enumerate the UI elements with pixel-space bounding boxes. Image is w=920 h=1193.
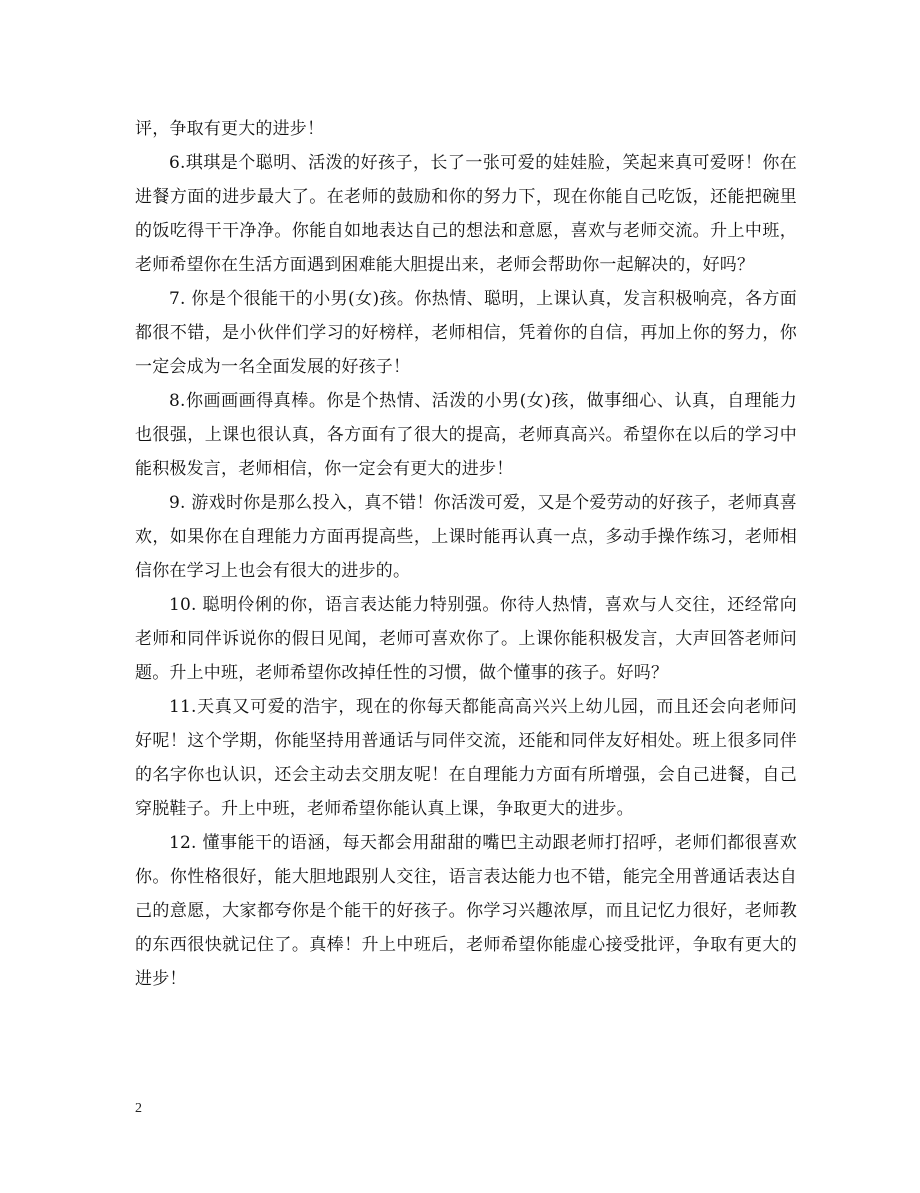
paragraph-comment-7: 7. 你是个很能干的小男(女)孩。你热情、聪明，上课认真，发言积极响亮，各方面都很不错，是小伙伴们学习的好榜样，老师相信，凭着你的自信，再加上你的努力，你一定会成为一名全面发展的好孩子！ — [135, 289, 797, 377]
paragraph-comment-9: 9. 游戏时你是那么投入，真不错！你活泼可爱，又是个爱劳动的好孩子，老师真喜欢，如果你在自理能力方面再提高些，上课时能再认真一点，多动手操作练习，老师相信你在学习上也会有很大的进步的。 — [135, 493, 797, 581]
page-number: 2 — [135, 1101, 142, 1116]
paragraph-comment-6: 6.琪琪是个聪明、活泼的好孩子，长了一张可爱的娃娃脸，笑起来真可爱呀！你在进餐方面的进步最大了。在老师的鼓励和你的努力下，现在你能自己吃饭，还能把碗里的饭吃得干干净净。你能自如地表达自己的想法和意愿，喜欢与老师交流。升上中班，老师希望你在生活方面遇到困难能大胆提出来，老师会帮助你一起解决的，好吗？ — [135, 153, 797, 275]
paragraph-comment-10: 10. 聪明伶俐的你，语言表达能力特别强。你待人热情，喜欢与人交往，还经常向老师和同伴诉说你的假日见闻，老师可喜欢你了。上课你能积极发言，大声回答老师问题。升上中班，老师希望你改掉任性的习惯，做个懂事的孩子。好吗？ — [135, 595, 797, 683]
paragraph-comment-11: 11.天真又可爱的浩宇，现在的你每天都能高高兴兴上幼儿园，而且还会向老师问好呢！这个学期，你能坚持用普通话与同伴交流，还能和同伴友好相处。班上很多同伴的名字你也认识，还会主动去交朋友呢！在自理能力方面有所增强，会自己进餐，自己穿脱鞋子。升上中班，老师希望你能认真上课，争取更大的进步。 — [135, 697, 797, 819]
paragraph-comment-12: 12. 懂事能干的语涵，每天都会用甜甜的嘴巴主动跟老师打招呼，老师们都很喜欢你。你性格很好，能大胆地跟别人交往，语言表达能力也不错，能完全用普通话表达自己的意愿，大家都夸你是个能干的好孩子。你学习兴趣浓厚，而且记忆力很好，老师教的东西很快就记住了。真棒！升上中班后，老师希望你能虚心接受批评，争取有更大的进步！ — [135, 833, 797, 989]
paragraph-continuation: 评，争取有更大的进步！ — [135, 119, 325, 139]
document-body — [135, 112, 797, 996]
paragraph-comment-8: 8.你画画画得真棒。你是个热情、活泼的小男(女)孩，做事细心、认真，自理能力也很强，上课也很认真，各方面有了很大的提高，老师真高兴。希望你在以后的学习中能积极发言，老师相信，你一定会有更大的进步！ — [135, 391, 797, 479]
